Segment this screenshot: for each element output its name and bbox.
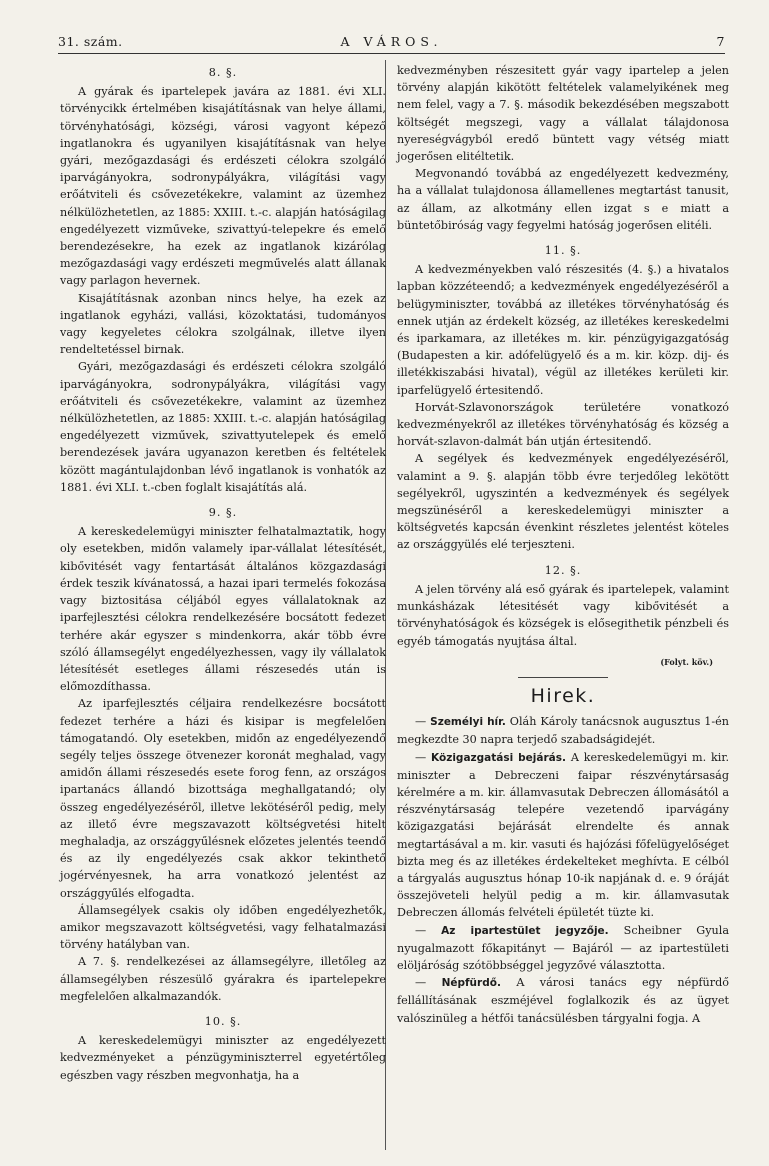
section-11-paragraph-2: Horvát-Szlavonországok területére vonatkozó kedvezményekről az illetékes törvényhatóság és község a horvát-szlavon-dalmát bán utján értesitendő. (397, 400, 729, 449)
news-item-text: A városi tanács egy népfürdő fellállításának eszméjével foglalkozik és az ügyet valószinüleg a hétfői tanácsülésben tárgyalni fogja. A (397, 976, 729, 1025)
news-heading: Hirek. (530, 684, 596, 707)
section-8-paragraph-1: A gyárak és ipartelepek javára az 1881. évi XLI. törvénycikk értelmében kisajátításnak van helye állami, törvényhatósági, községi, városi vagyont képező ingatlanokra és ugyanilyen kisajátításnak van helye gyári, mezőgazdasági és erdészeti célokra szolgáló iparvágányokra, sodronypályákra, világítási vagy erőátviteli és csővezetékekre, valamint az üzemhez nélkülözhetetlen, az 1885: XXIII. t.-c. alapján hatóságilag engedélyezett vizműveke, szivattyú-telepekre és emelő berendezésekre, ha ezek az ingatlanok kizárólag mezőgazdasági vagy erdészeti megművelés alatt állanak vagy parlagon hevernek. (60, 85, 386, 288)
section-11-title: 11. §. (544, 244, 582, 258)
section-8-paragraph-3: Gyári, mezőgazdasági és erdészeti célokra szolgáló iparvágányokra, sodronypályákra, világítási vagy erőátviteli és csővezetékekre, valamint az üzemhez nélkülözhetetlen, az 1885: XXIII. t.-c. alapján hatóságilag engedélyezett vizművek, szivattyutelepek és emelő berendezések javára ugyanazon keretben és feltételek között magántulajdonban lévő ingatlanok is vonhatók az 1881. évi XLI. t.-cben foglalt kisajátítás alá. (60, 360, 386, 494)
news-item-public-bath: — Népfürdő. A városi tanács egy népfürdő fellállításának eszméjével foglalkozik és az ügyet valószinüleg a hétfői tanácsülésben tárgyalni fogja. A (397, 976, 729, 1025)
news-item-title: Közigazgatási bejárás. (431, 751, 566, 764)
right-column (397, 62, 729, 1027)
section-9-title: 9. §. (208, 506, 238, 520)
section-9-paragraph-1: A kereskedelemügyi miniszter felhatalmaztatik, hogy oly esetekben, midőn valamely ipar-vállalat létesítését, kibővitését vagy fentartását általános közgazdasági érdek teszik kívánatossá, a hazai ipari termelés fokozása vagy biztositása céljából egyes vállalatoknak az iparfejlesztési célokra rendelkezésére bocsátott fedezet terhére akár egyszer s mindenkorra, akár több évre szóló államsegélyt engedélyezhessen, vagy ily vállalatok létesítését esetleges állami részesedés után is előmozdíthassa. (60, 525, 386, 694)
news-item-title: Személyi hír. (430, 716, 506, 729)
section-9-paragraph-3: Államsegélyek csakis oly időben engedélyezhetők, amikor megszavazott költségvetési, vagy felhatalmazási törvény hatályban van. (60, 903, 386, 952)
news-item-text: A kereskedelemügyi m. kir. miniszter a Debreczeni faipar részvénytársaság kérelmére a m. kir. államvasutak Debreczen állomásától a részvénytársaság telepére vezetendő iparvágány közigazgatási bejárását elrendelte és annak megtartásával a m. kir. vasuti és hajózási főfelügyelőséget bizta meg és az illetékes érdekelteket meghívta. E célból a tárgyalás augusztus hónap 10-ik napjának d. e. 9 óráját összejöveteli helyül pedig a m. kir. államvasutak Debreczen állomás felvételi épületét tüzte ki. (397, 750, 730, 920)
section-10-title: 10. §. (204, 1014, 242, 1028)
section-9-paragraph-2: Az iparfejlesztés céljaira rendelkezésre bocsátott fedezet terhére a házi és kisipar is megfelelően támogatandó. Oly esetekben, midőn az engedélyezendő segély teljes összege ötvenezer koronát meghalad, vagy amidőn állami részesedés esete forog fenn, az országos ipartanács állandó bizottsága meghallgatandó; oly összeg engedélyezéséről, illetve lekötéséről pedig, mely az illető évre megszavazott költségvetési hitelt meghaladja, az országgyűlésnek előzetes jelentés teendő és az ily engedélyezés csak akkor tekinthető jogérvényesnek, ha arra vonatkozó jelentést az országgyűlés elfogadta. (60, 697, 386, 900)
news-item-text: Scheibner Gyula nyugalmazott főkapitányt — Bajáról — az ipartestületi elöljáróság szótöbbséggel jegyzővé választotta. (397, 923, 730, 972)
section-10-continuation-2: Megvonandó továbbá az engedélyezett kedvezmény, ha a vállalat tulajdonosa államellenes megtartást tanusit, az állam, az alkotmány ellen izgat s e miatt a büntetőbiróság vagy fegyelmi hatóság jogerősen elitéli. (397, 167, 729, 232)
left-column (60, 62, 386, 1084)
section-10-continuation-1: kedvezményben részesitett gyár vagy ipartelep a jelen törvény alapján kikötött feltételek valamelyikének meg nem felel, vagy a 7. §. második bekezdésében megszabott költségét megszegi, vagy a vállalat tálajdonosa nyereségvágyból eredő büntett vagy vétség miatt jogerősen elitéltetik. (397, 64, 729, 164)
section-11-paragraph-1: A kedvezményekben való részesités (4. §.) a hivatalos lapban közzéteendő; a kedvezmények engedélyezéséről a belügyminiszter, továbbá az illetékes törvényhatóság és ennek utján az érdekelt község, az illetékes kereskedelmi és iparkamara, az illetékes m. kir. pénzügyigazgatóság (Budapesten a kir. adófelügyelő és a m. kir. közp. dij- és illetékkiszabási hivatal), végül az illetékes kerületi kir. iparfelügyelő értesitendő. (397, 263, 729, 397)
section-12-title: 12. §. (544, 563, 582, 577)
page-number: 7 (716, 34, 725, 49)
section-9-paragraph-4: A 7. §. rendelkezései az államsegélyre, illetőleg az államsegélyben részesülő gyárakra és ipartelepekre megfelelően alkalmazandók. (60, 955, 386, 1003)
header-rule (58, 53, 725, 54)
issue-number: 31. szám. (58, 34, 123, 49)
news-item-personal: — Személyi hír. Oláh Károly tanácsnok augusztus 1-én megkezdte 30 napra terjedő szabadságidejét. (397, 715, 729, 747)
news-rule (518, 677, 608, 678)
news-item-text: Oláh Károly tanácsnok augusztus 1-én megkezdte 30 napra terjedő szabadságidejét. (397, 715, 729, 747)
news-item-title: Népfürdő. (441, 977, 501, 990)
section-8-title: 8. §. (208, 66, 238, 79)
news-item-inspection: — Közigazgatási bejárás. A kereskedelemügyi m. kir. miniszter a Debreczeni faipar részvénytársaság kérelmére a m. kir. államvasutak Debreczen állomásától a részvénytársaság telepére vezetendő iparvágány közigazgatási bejárását elrendelte és annak megtartásával a m. kir. vasuti és hajózási főfelügyelőséget bizta meg és az illetékes érdekelteket meghívta. E célból a tárgyalás augusztus hónap 10-ik napjának d. e. 9 óráját összejöveteli helyül pedig a m. kir. államvasutak Debreczen állomás felvételi épületét tüzte ki. (397, 750, 730, 920)
section-8-paragraph-2: Kisajátításnak azonban nincs helye, ha ezek az ingatlanok egyházi, vallási, közoktatási, tudományos vagy kegyeletes célokra szolgálnak, illetve ilyen rendeltetéssel birnak. (60, 291, 386, 357)
journal-title: A VÁROS. (340, 34, 443, 49)
continued-note: (Folyt. köv.) (660, 656, 713, 667)
section-12-paragraph-1: A jelen törvény alá eső gyárak és ipartelepek, valamint munkásházak létesitését vagy kibővitését a törvényhatóságok és községek is elősegithetik pénzbeli és egyéb támogatás nyujtása által. (397, 582, 729, 648)
section-11-paragraph-3: A segélyek és kedvezmények engedélyezéséről, valamint a 9. §. alapján több évre terjedőleg lekötött segélyekről, ugyszintén a kedvezmények és segélyek megszünéséről a kereskedelemügyi miniszter a költségvetés kapcsán évenkint részletes jelentést köteles az országgyülés elé terjeszteni. (397, 452, 729, 552)
section-10-paragraph-1: A kereskedelemügyi miniszter az engedélyezett kedvezményeket a pénzügyminiszterrel egyetértőleg egészben vagy részben megvonhatja, ha a (60, 1034, 386, 1082)
news-item-guild-notary: — Az ipartestület jegyzője. Scheibner Gyula nyugalmazott főkapitányt — Bajáról — az ipartestületi elöljáróság szótöbbséggel jegyzővé választotta. (397, 923, 730, 972)
news-item-title: Az ipartestület jegyzője. (441, 924, 609, 937)
